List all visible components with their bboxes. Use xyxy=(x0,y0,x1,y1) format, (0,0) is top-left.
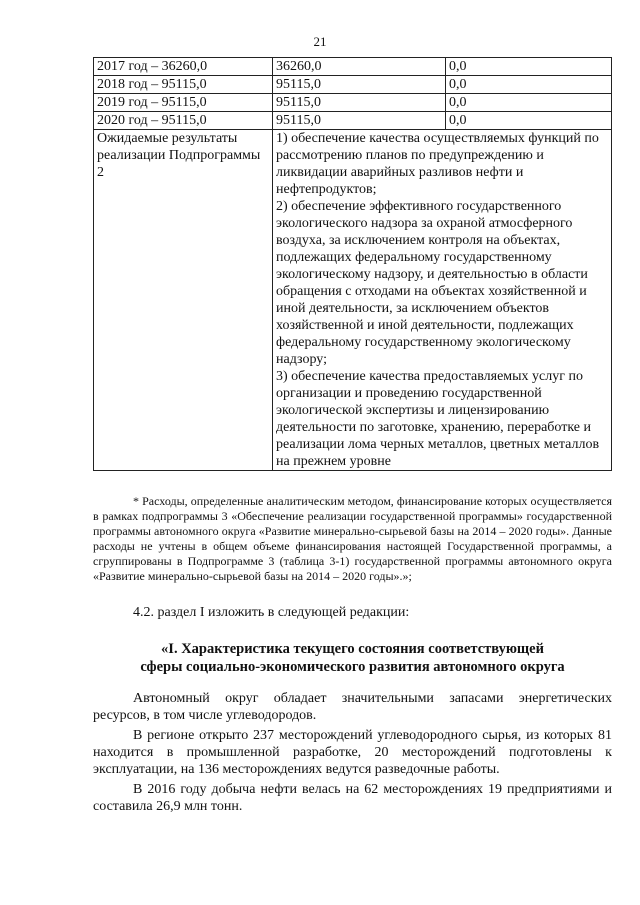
table-cell-value: 36260,0 xyxy=(273,58,446,76)
section-heading-line: «I. Характеристика текущего состояния соответствующей xyxy=(161,641,544,657)
footnote-text: * Расходы, определенные аналитическим методом, финансирование которых осуществляется в рамках подпрограммы 3 «Обеспечение реализации государственной программы» государственной программы автономного округа «Развитие минерально-сырьевой базы на 2014 – 2020 годы». Данные расходы не учтены в общем объеме финансирования настоящей Государственной программы, а сгруппированы в Подпрограмме 3 (таблица 3-1) государственной программы автономного округа «Развитие минерально-сырьевой базы на 2014 – 2020 годы».»; xyxy=(93,494,612,583)
result-item: 1) обеспечение качества осуществляемых функций по рассмотрению планов по предупреждению и ликвидации аварийных разливов нефти и нефтепродуктов; xyxy=(276,131,599,197)
paragraph: В 2016 году добыча нефти велась на 62 месторождениях 19 предприятиями и составила 26,9 млн тонн. xyxy=(93,782,612,814)
footnote xyxy=(93,494,612,584)
table-cell-other: 0,0 xyxy=(446,94,612,112)
table-row xyxy=(94,112,612,130)
table-cell-year: 2018 год – 95115,0 xyxy=(94,76,273,94)
paragraph: В регионе открыто 237 месторождений углеводородного сырья, из которых 81 находится в промышленной разработке, 20 месторождений подготовлены к эксплуатации, на 136 месторождениях ведутся разведочные работы. xyxy=(93,728,612,777)
result-item: 2) обеспечение эффективного государственного экологического надзора за охраной атмосферного воздуха, за исключением контроля на объектах, подлежащих федеральному государственному экологическому надзору, и деятельностью в области обращения с отходами на объектах хозяйственной и иной деятельности, за исключением объектов хозяйственной и иной деятельности, подлежащих федеральному государственному экологическому надзору; xyxy=(276,199,588,367)
section-heading xyxy=(93,640,612,676)
table-cell-value: 95115,0 xyxy=(273,94,446,112)
funding-table xyxy=(93,57,612,471)
table-cell-year: 2019 год – 95115,0 xyxy=(94,94,273,112)
results-text xyxy=(273,130,612,471)
table-cell-other: 0,0 xyxy=(446,58,612,76)
result-item: 3) обеспечение качества предоставляемых услуг по организации и проведению государственной экологической экспертизы и лицензированию деятельности по заготовке, хранению, переработке и реализации лома черных металлов, цветных металлов на прежнем уровне xyxy=(276,369,600,469)
table-row xyxy=(94,94,612,112)
table-cell-value: 95115,0 xyxy=(273,112,446,130)
table-row-results xyxy=(94,130,612,471)
table-row xyxy=(94,76,612,94)
table-cell-other: 0,0 xyxy=(446,112,612,130)
section-heading-line: сферы социально-экономического развития автономного округа xyxy=(140,659,565,675)
body-text xyxy=(93,690,612,818)
paragraph: Автономный округ обладает значительными запасами энергетических ресурсов, в том числе углеводородов. xyxy=(93,691,612,723)
table-cell-value: 95115,0 xyxy=(273,76,446,94)
table-row xyxy=(94,58,612,76)
amendment-point: 4.2. раздел I изложить в следующей редакции: xyxy=(133,605,410,620)
page-number: 21 xyxy=(313,34,327,49)
results-label: Ожидаемые результаты реализации Подпрограммы 2 xyxy=(94,130,273,471)
table-cell-other: 0,0 xyxy=(446,76,612,94)
table-cell-year: 2017 год – 36260,0 xyxy=(94,58,273,76)
table-cell-year: 2020 год – 95115,0 xyxy=(94,112,273,130)
